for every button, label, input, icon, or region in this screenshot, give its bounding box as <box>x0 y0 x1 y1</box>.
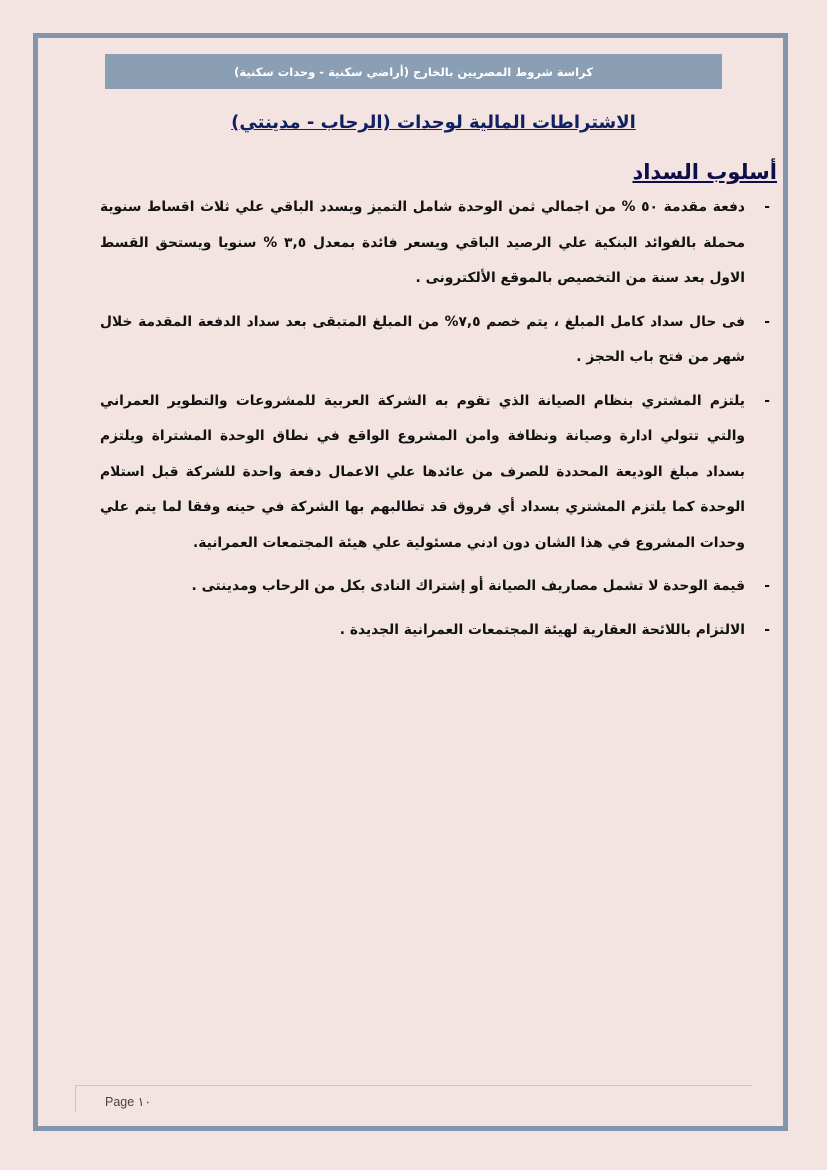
list-item-text: قيمة الوحدة لا تشمل مصاريف الصيانة أو إشتراك النادى بكل من الرحاب ومدينتى . <box>191 578 745 594</box>
document-header-bar <box>105 54 722 89</box>
footer-divider <box>75 1085 752 1086</box>
bullet-marker: - <box>764 313 770 330</box>
list-item <box>100 613 780 649</box>
bullet-marker: - <box>764 392 770 409</box>
page-title <box>150 112 717 133</box>
list-item <box>100 305 780 376</box>
bullet-marker: - <box>764 199 770 215</box>
page-title-text: الاشتراطات المالية لوحدات (الرحاب - مدينتي) <box>231 112 636 133</box>
footer-divider-tick <box>75 1085 76 1112</box>
list-item-text: الالتزام باللائحة العقارية لهيئة المجتمعات العمرانية الجديدة . <box>339 621 745 638</box>
payment-terms-list <box>100 190 780 656</box>
list-item <box>100 190 780 297</box>
list-item <box>100 569 780 605</box>
list-item-text: دفعة مقدمة ٥٠ % من اجمالي ثمن الوحدة شامل التميز ويسدد الباقي علي ثلاث اقساط سنوية محملة بالفوائد البنكية علي الرصيد الباقي ويسعر فائدة بمعدل ٣,٥ % سنويا ويستحق القسط الاول بعد سنة من التخصيص بالموقع الألكترونى . <box>100 199 745 286</box>
bullet-marker: - <box>764 621 770 638</box>
list-item-text: فى حال سداد كامل المبلغ ، يتم خصم ٧,٥% من المبلغ المتبقى بعد سداد الدفعة المقدمة خلال شهر من فتح باب الحجز . <box>100 313 745 365</box>
bullet-marker: - <box>764 578 770 594</box>
page-number: Page ١٠ <box>105 1095 152 1109</box>
list-item-text: يلتزم المشتري بنظام الصيانة الذي تقوم به الشركة العربية للمشروعات والتطوير العمراني والتي تتولي ادارة وصيانة ونظافة وامن المشروع الواقع في نطاق الوحدة المشتراة ويلتزم بسداد مبلغ الوديعة المحددة للصرف من عائدها علي الاعمال دفعة واحدة للشركة قبل استلام الوحدة كما يلتزم المشتري بسداد أي فروق قد تطالبهم بها الشركة في حينه وفقا لما يتم علي وحدات المشروع في هذا الشان دون ادني مسئولية علي هيئة المجتمعات العمرانية. <box>100 392 745 551</box>
section-heading: أسلوب السداد <box>632 160 777 184</box>
list-item <box>100 384 780 562</box>
header-text: كراسة شروط المصريين بالخارج (أراضي سكنية - وحدات سكنية) <box>234 64 593 79</box>
